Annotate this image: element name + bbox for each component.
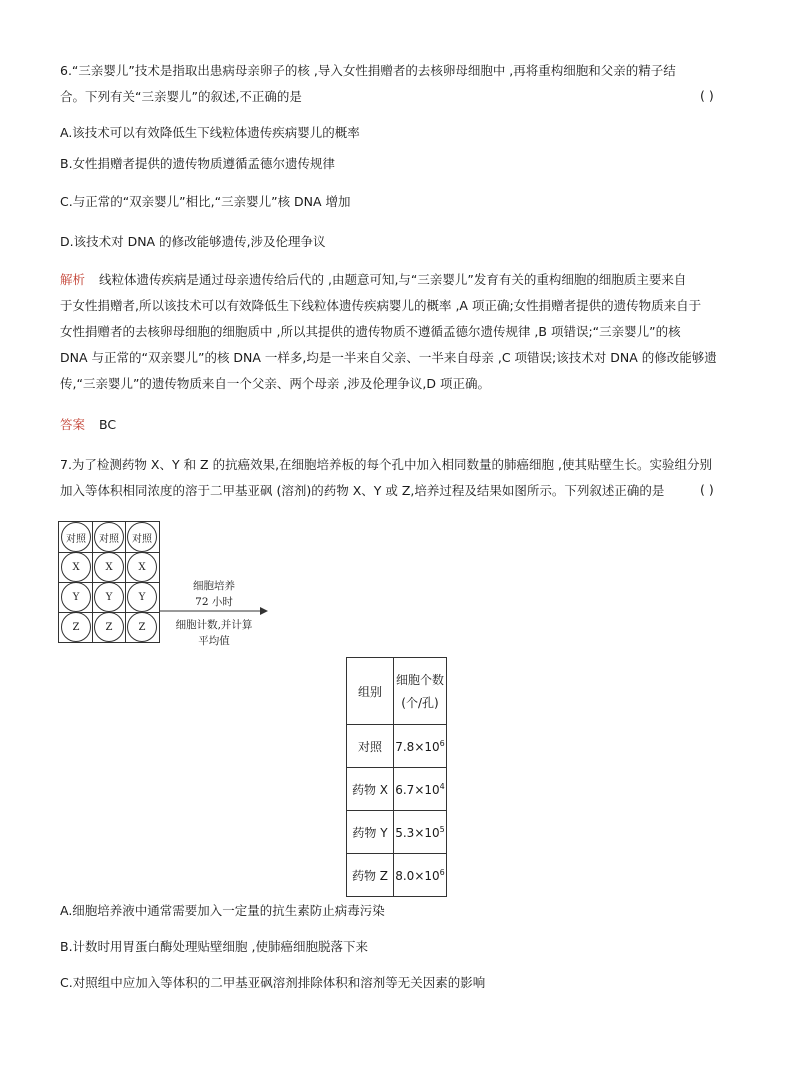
plate-well: 对照 xyxy=(61,522,91,552)
q7-stem-line-1: 7.为了检测药物 X、Y 和 Z 的抗癌效果,在细胞培养板的每个孔中加入相同数量的肺癌细胞 ,使其贴壁生长。实验组分别 xyxy=(60,457,713,472)
plate-well: X xyxy=(127,552,157,582)
arrow-label-bottom-1: 细胞计数,并计算 xyxy=(175,619,253,631)
q6-stem-line-1: 6.“三亲婴儿”技术是指取出患病母亲卵子的核 ,导入女性捐赠者的去核卵母细胞中 ,再将重构细胞和父亲的精子结 xyxy=(60,63,676,78)
plate-well: Z xyxy=(127,612,157,642)
q7-stem-line-2: 加入等体积相同浓度的溶于二甲基亚砜 (溶剂)的药物 X、Y 或 Z,培养过程及结果如图所示。下列叙述正确的是 xyxy=(60,483,665,498)
header-cell-count: 细胞个数 (个/孔) xyxy=(394,658,447,725)
plate-well: X xyxy=(94,552,124,582)
plate-well: 对照 xyxy=(94,522,124,552)
q7-option-a: A.细胞培养液中通常需要加入一定量的抗生素防止病毒污染 xyxy=(60,903,385,918)
q6-answer-line xyxy=(60,416,116,434)
q6-option-a: A.该技术可以有效降低生下线粒体遗传疾病婴儿的概率 xyxy=(60,125,360,140)
process-arrow-icon xyxy=(160,604,270,618)
q7-option-c: C.对照组中应加入等体积的二甲基亚砜溶剂排除体积和溶剂等无关因素的影响 xyxy=(60,975,486,990)
plate-well: 对照 xyxy=(127,522,157,552)
plate-well: Y xyxy=(127,582,157,612)
answer-label: 答案 xyxy=(60,417,86,432)
table-row: 药物 Y $5.3\times 10^5$ xyxy=(347,811,447,854)
header-group: 组别 xyxy=(347,658,394,725)
analysis-label: 解析 xyxy=(60,272,86,287)
q6-answer-blank: ( ) xyxy=(700,88,714,103)
q6-analysis-line-1: 解析 线粒体遗传疾病是通过母亲遗传给后代的 ,由题意可知,与“三亲婴儿”发育有关的重构细胞的细胞质主要来自 xyxy=(60,272,687,287)
plate-well: Z xyxy=(61,612,91,642)
plate-well: Z xyxy=(94,612,124,642)
arrow-label-bottom-2: 平均值 xyxy=(198,635,230,647)
q6-analysis-line-5: 传,“三亲婴儿”的遗传物质来自一个父亲、两个母亲 ,涉及伦理争议,D 项正确。 xyxy=(60,376,490,391)
table-header-row xyxy=(347,658,447,725)
q6-analysis-line-4: DNA 与正常的“双亲婴儿”的核 DNA 一样多,均是一半来自父亲、一半来自母亲 ,C 项错误;该技术对 DNA 的修改能够遗 xyxy=(60,350,717,365)
q7-answer-blank: ( ) xyxy=(700,482,714,497)
answer-value: BC xyxy=(99,417,117,432)
q6-option-c: C.与正常的“双亲婴儿”相比,“三亲婴儿”核 DNA 增加 xyxy=(60,194,351,209)
arrow-label-top-2: 72 小时 xyxy=(195,596,233,608)
q7-option-b: B.计数时用胃蛋白酶处理贴壁细胞 ,使肺癌细胞脱落下来 xyxy=(60,939,368,954)
q6-option-b: B.女性捐赠者提供的遗传物质遵循孟德尔遗传规律 xyxy=(60,156,336,171)
table-row: 对照 $7.8\times 10^6$ xyxy=(347,725,447,768)
plate-well: Y xyxy=(94,582,124,612)
table-row: 药物 Z $8.0\times 10^6$ xyxy=(347,854,447,897)
q6-analysis-line-2: 于女性捐赠者,所以该技术可以有效降低生下线粒体遗传疾病婴儿的概率 ,A 项正确;女性捐赠者提供的遗传物质来自于 xyxy=(60,298,702,313)
arrow-label-top-1: 细胞培养 xyxy=(193,580,235,592)
results-table xyxy=(346,657,447,897)
table-row: 药物 X $6.7\times 10^4$ xyxy=(347,768,447,811)
q6-analysis-line-3: 女性捐赠者的去核卵母细胞的细胞质中 ,所以其提供的遗传物质不遵循孟德尔遗传规律 ,B 项错误;“三亲婴儿”的核 xyxy=(60,324,681,339)
q6-option-d: D.该技术对 DNA 的修改能够遗传,涉及伦理争议 xyxy=(60,234,326,249)
plate-well: Y xyxy=(61,582,91,612)
q6-stem-line-2: 合。下列有关“三亲婴儿”的叙述,不正确的是 xyxy=(60,89,302,104)
plate-well: X xyxy=(61,552,91,582)
culture-plate xyxy=(58,521,160,643)
